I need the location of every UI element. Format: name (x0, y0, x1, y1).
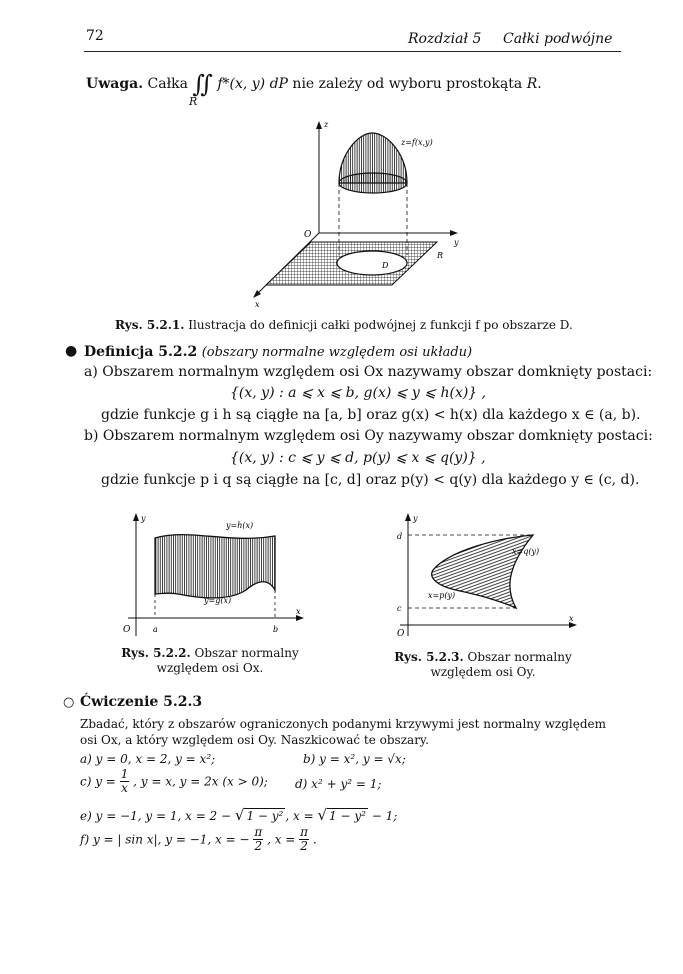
definition-subtitle: (obszary normalne względem osi układu) (201, 345, 473, 360)
fig1-origin-label: O (304, 230, 312, 240)
remark-label: Uwaga. (86, 76, 144, 92)
figure2-caption-line1: Obszar normalny (194, 646, 299, 660)
figure3-caption-label: Rys. 5.2.3. (394, 650, 464, 664)
figure2-caption-label: Rys. 5.2.2. (121, 646, 191, 660)
c-fraction (120, 768, 130, 795)
f-denominator-1: 2 (254, 839, 263, 853)
figure-5-2-1 (240, 115, 470, 310)
chapter-number: Rozdział 5 (408, 31, 482, 47)
exercise-item-a: a) y = 0, x = 2, y = x²; (80, 752, 216, 766)
fig3-c-label: c (397, 604, 402, 613)
fig1-y-label: y (454, 238, 459, 247)
sqrt-icon-1: √ (234, 806, 245, 824)
remark-text-before: Całka (147, 76, 188, 92)
exercise-item-f (80, 826, 317, 862)
e-prefix: e) y = −1, y = 1, x = 2 − (80, 809, 232, 823)
fig1-z-label: z (324, 120, 329, 129)
exercise-item-e (80, 806, 397, 824)
figure3-caption-line2: względem osi Oy. (430, 665, 536, 679)
remark-r: R (526, 76, 538, 92)
f-numerator-1: π (254, 825, 263, 839)
exercise-intro-line1: Zbadać, który z obszarów ograniczonych podanymi krzywymi jest normalny względem (80, 717, 606, 731)
figure1-caption (115, 318, 573, 332)
f-suffix: . (312, 832, 317, 847)
surface-base (339, 173, 407, 193)
fig2-y-label: y (141, 514, 146, 523)
fig3-left-label: x=p(y) (428, 591, 456, 600)
fig2-x-label: x (296, 607, 301, 616)
chapter-title: Całki podwójne (503, 31, 613, 47)
definition-a-text: a) Obszarem normalnym względem osi Ox nazywamy obszar domknięty postaci: (84, 364, 653, 380)
exercise-title: Ćwiczenie 5.2.3 (80, 694, 203, 710)
figure3-caption (383, 650, 583, 680)
exercise-item-d: d) x² + y² = 1; (295, 777, 382, 791)
exercise-bullet: ○ (63, 695, 75, 710)
e-middle: , x = (285, 809, 314, 823)
e-radicand-1: 1 − y² (246, 809, 284, 823)
f-numerator-2: π (300, 825, 309, 839)
exercise-item-b: b) y = x², y = √x; (303, 752, 406, 766)
integral-subscript: R (189, 95, 198, 108)
fig2-region (155, 535, 275, 598)
definition-a-formula: {(x, y) : a ⩽ x ⩽ b, g(x) ⩽ y ⩽ h(x)} , (230, 385, 487, 401)
f-prefix: f) y = | sin x|, y = −1, x = − (80, 832, 250, 847)
fig2-upper-label: y=h(x) (226, 521, 254, 530)
fig1-rect-label: R (437, 251, 444, 260)
c-suffix: , y = x, y = 2x (x > 0); (133, 774, 268, 789)
figure2-caption-line2: względem osi Ox. (156, 661, 264, 675)
figure2-caption (110, 646, 310, 676)
definition-b-condition: gdzie funkcje p i q są ciągłe na [c, d] oraz p(y) < q(y) dla każdego y ∈ (c, d). (101, 472, 640, 488)
remark-line (86, 70, 542, 98)
f-middle: , x = (267, 832, 296, 847)
fig2-y-arrow-icon (133, 513, 139, 521)
z-arrow-icon (316, 121, 322, 129)
fig3-y-label: y (413, 514, 418, 523)
definition-b-text: b) Obszarem normalnym względem osi Oy nazywamy obszar domknięty postaci: (84, 428, 653, 444)
header-rule (84, 51, 621, 52)
figure1-caption-label: Rys. 5.2.1. (115, 318, 185, 332)
fig3-right-label: x=q(y) (512, 547, 540, 556)
remark-integrand: f*(x, y) dP (217, 76, 288, 92)
sqrt-icon-2: √ (317, 806, 328, 824)
exercise-intro-line2: osi Ox, a który względem osi Oy. Naszkicować te obszary. (80, 733, 429, 747)
fig2-a-label: a (153, 625, 158, 634)
definition-a-condition: gdzie funkcje g i h są ciągłe na [a, b] oraz g(x) < h(x) dla każdego x ∈ (a, b). (101, 407, 641, 423)
fig1-x-label: x (255, 300, 260, 309)
fig1-surface-label: z=f(x,y) (401, 138, 433, 147)
figure1-caption-text: Ilustracja do definicji całki podwójnej z funkcji f po obszarze D. (188, 318, 573, 332)
double-integral-sign: ∬ (192, 70, 213, 98)
e-suffix: − 1; (367, 809, 398, 823)
region-d (337, 251, 407, 275)
remark-period: . (537, 76, 542, 92)
exercise-item-c (80, 768, 268, 804)
definition-bullet: ● (65, 343, 78, 359)
page-number: 72 (86, 28, 104, 44)
figure-5-2-3 (388, 508, 583, 640)
fig3-y-arrow-icon (405, 513, 411, 521)
f-denominator-2: 2 (300, 839, 308, 853)
fig3-x-label: x (569, 614, 574, 623)
definition-title-line (84, 344, 472, 360)
y-arrow-icon (450, 230, 458, 236)
fig1-region-label: D (382, 261, 389, 270)
f-fraction-1 (253, 826, 263, 853)
fig2-origin-label: O (123, 625, 131, 635)
c-numerator: 1 (120, 767, 129, 781)
definition-b-formula: {(x, y) : c ⩽ y ⩽ d, p(y) ⩽ x ⩽ q(y)} , (230, 450, 486, 466)
fig3-d-label: d (397, 532, 403, 541)
c-denominator: x (121, 781, 128, 795)
remark-text-after: nie zależy od wyboru prostokąta (292, 76, 523, 92)
fig3-origin-label: O (397, 629, 405, 639)
figure-5-2-2 (118, 508, 308, 640)
fig2-lower-label: y=g(x) (204, 596, 232, 605)
f-fraction-2 (299, 826, 309, 853)
c-prefix: c) y = (80, 774, 116, 789)
fig2-b-label: b (273, 625, 279, 634)
figure3-caption-line1: Obszar normalny (467, 650, 572, 664)
definition-title: Definicja 5.2.2 (84, 344, 198, 360)
e-radicand-2: 1 − y² (329, 809, 366, 823)
